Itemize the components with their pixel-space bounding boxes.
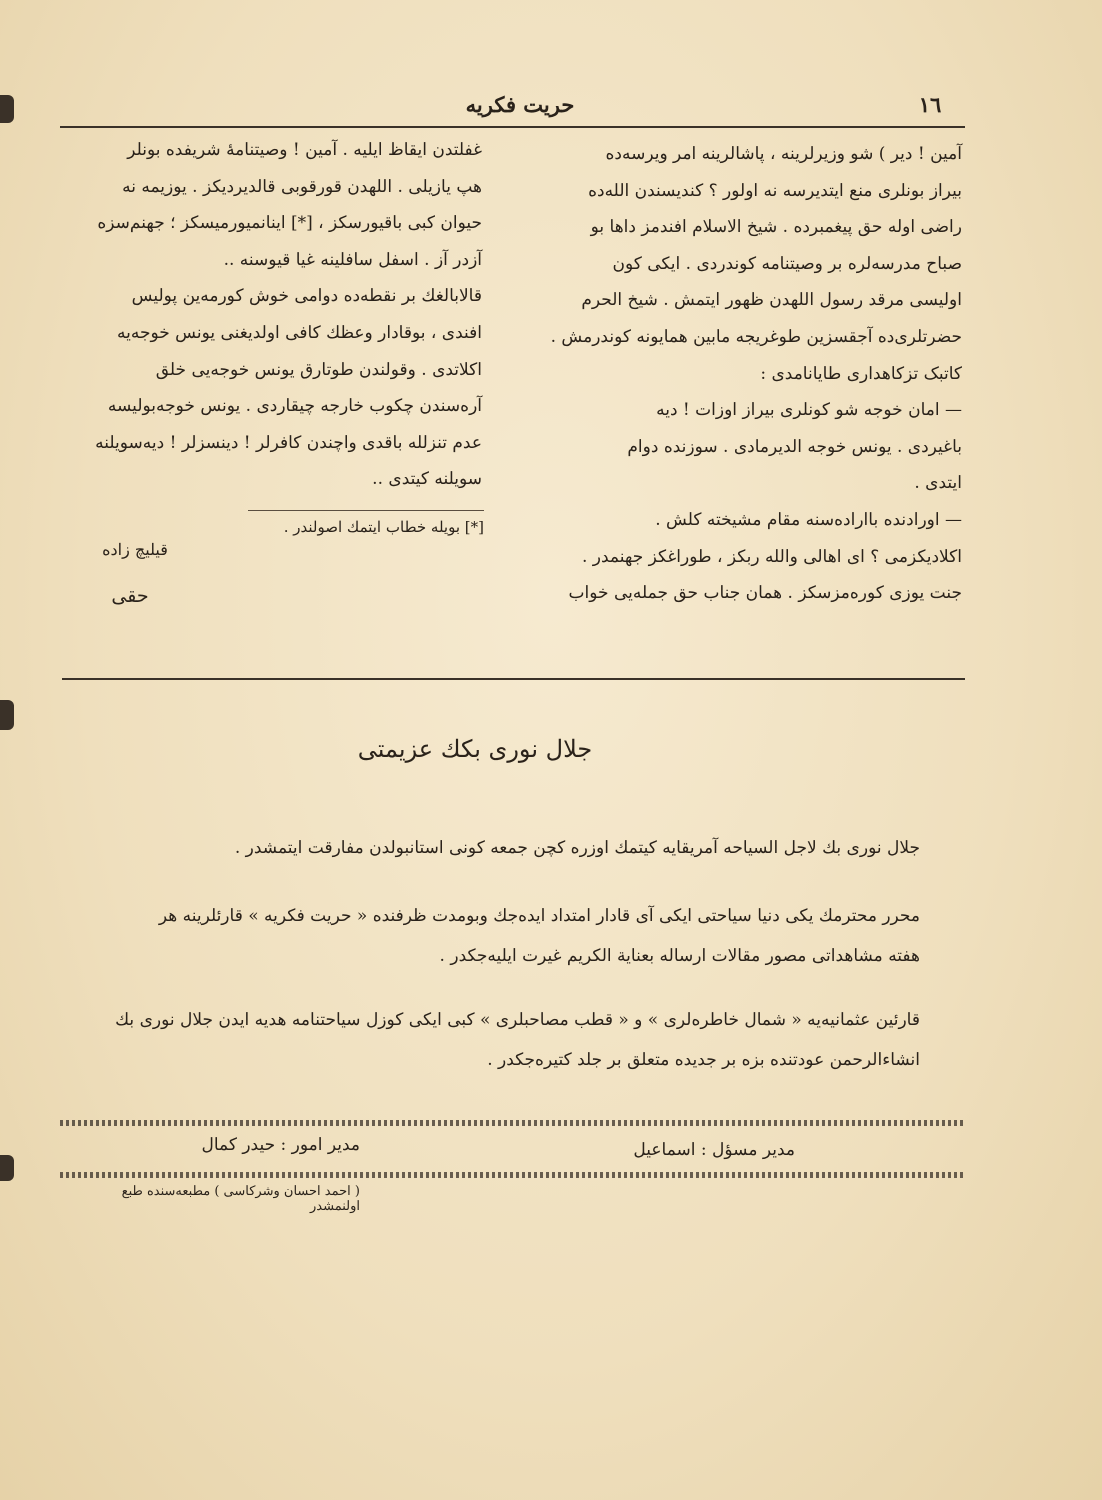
page-number: ١٦ [918, 92, 942, 117]
text-line: آزدر آز . اسفل سافلینه غیا قیوسنه .. [223, 249, 482, 270]
article-paragraph [60, 828, 920, 868]
text-line: کاتبک تزکاهداری طایانامدی : [760, 363, 962, 384]
text-line: اکلاتدی . وقولندن طوتارق یونس خوجه‌یی خلق [155, 359, 482, 380]
footnote: [*] بویله خطاب ایتمك اصولندر . [283, 518, 484, 536]
left-column [62, 132, 482, 498]
text-line: عدم تنزلله باقدی واچندن کافرلر ! دینسزلر ! دیه‌سویلنه [95, 432, 482, 453]
author-signature-name: قیلیچ زاده [102, 540, 168, 559]
text-line: قالابالغك بر نقطه‌ده دوامی خوش کورمه‌ین پولیس [131, 286, 482, 307]
text-line: اولیسی مرقد رسول اللهدن ظهور ایتمش . شیخ الحرم [581, 290, 962, 311]
director-affairs: مدیر امور : حیدر کمال [201, 1135, 360, 1155]
right-column [528, 136, 962, 612]
text-line: انشاءالرحمن عودتنده بزه بر جدیده متعلق بر جلد کتیره‌جکدر . [487, 1050, 920, 1070]
header-rule [60, 126, 965, 128]
binding-hole-mark [0, 700, 14, 730]
text-line: سویلنه کیتدی .. [372, 469, 482, 490]
text-line: هفته مشاهداتی مصور مقالات ارساله بعنایة الکریم غیرت ایلیه‌جکدر . [439, 946, 920, 966]
text-line: ایتدی . [914, 473, 962, 494]
director-responsible: مدیر مسؤل : اسماعیل [633, 1140, 795, 1160]
text-line: بیراز بونلری منع ایتدیرسه نه اولور ؟ کندیسندن الله‌ده [588, 180, 962, 201]
text-line: آره‌سندن چکوب خارجه چیقاردی . یونس خوجه‌بولیسه [107, 396, 482, 417]
decorative-rule [60, 1120, 963, 1126]
text-line: جنت یوزی کوره‌مزسکز . همان جناب حق جمله‌یی خواب [568, 583, 962, 604]
text-line: — اورادنده بااراده‌سنه مقام مشیخته کلش . [655, 509, 962, 530]
article-paragraph [60, 896, 920, 976]
text-line: محرر محترمك یکی دنیا سیاحتی ایکی آی قادار امتداد ایده‌جك وبومدت ظرفنده « حریت فکریه » قارئلرینه هر [158, 906, 920, 926]
text-line: قارئین عثمانیه‌یه « شمال خاطره‌لری » و « قطب مصاحبلری » کبی ایکی کوزل سیاحتنامه هدیه ایدن جلال نوری بك [115, 1010, 920, 1030]
text-line: — امان خوجه شو کونلری بیراز اوزات ! دیه [656, 400, 962, 421]
author-signature-first: حقی [111, 585, 149, 607]
decorative-rule [60, 1172, 963, 1178]
article-title: جلال نوری بکك عزیمتی [357, 735, 593, 763]
text-line: آمین ! دیر ) شو وزیرلرینه ، پاشالرینه امر ویرسه‌ده [605, 144, 962, 164]
text-line: حضرتلری‌ده آجقسزین طوغریجه مابین همایونه کوندرمش . [550, 326, 962, 347]
footnote-rule [248, 510, 484, 511]
text-line: افندی ، بوقادار وعظك کافی اولدیغنی یونس خوجه‌یه [117, 322, 482, 343]
binding-hole-mark [0, 95, 14, 123]
section-rule [62, 678, 965, 680]
text-line: هپ یازیلی . اللهدن قورقوبی قالدیردیکز . یوزیمه نه [122, 176, 482, 197]
printer-imprint: ( احمد احسان وشرکاسی ) مطبعه‌سنده طبع اولنمشدر [121, 1184, 360, 1214]
text-line: جلال نوری بك لاجل السیاحه آمریقایه کیتمك اوزره کچن جمعه کونی استانبولدن مفارقت ایتمشدر . [234, 838, 920, 858]
text-line: راضی اوله حق پیغمبرده . شیخ الاسلام افندمز داها بو [590, 217, 962, 238]
binding-hole-mark [0, 1155, 14, 1181]
text-line: صباح مدرسه‌لره بر وصیتنامه کوندردی . ایکی کون [612, 253, 962, 274]
text-line: اکلادیکزمی ؟ ای اهالی والله ربکز ، طوراغکز جهنمدر . [581, 546, 962, 567]
article-paragraph [60, 1000, 920, 1080]
text-line: غفلتدن ایقاظ ایلیه . آمین ! وصیتنامهٔ شریفده بونلر [127, 140, 482, 160]
text-line: حیوان کبی باقیورسکز ، [*] اینانمیورمیسکز ؛ جهنم‌سزه [97, 213, 482, 234]
masthead-title: حریت فکریه [465, 92, 575, 117]
text-line: باغیردی . یونس خوجه الدیرمادی . سوزنده دوام [627, 436, 962, 457]
